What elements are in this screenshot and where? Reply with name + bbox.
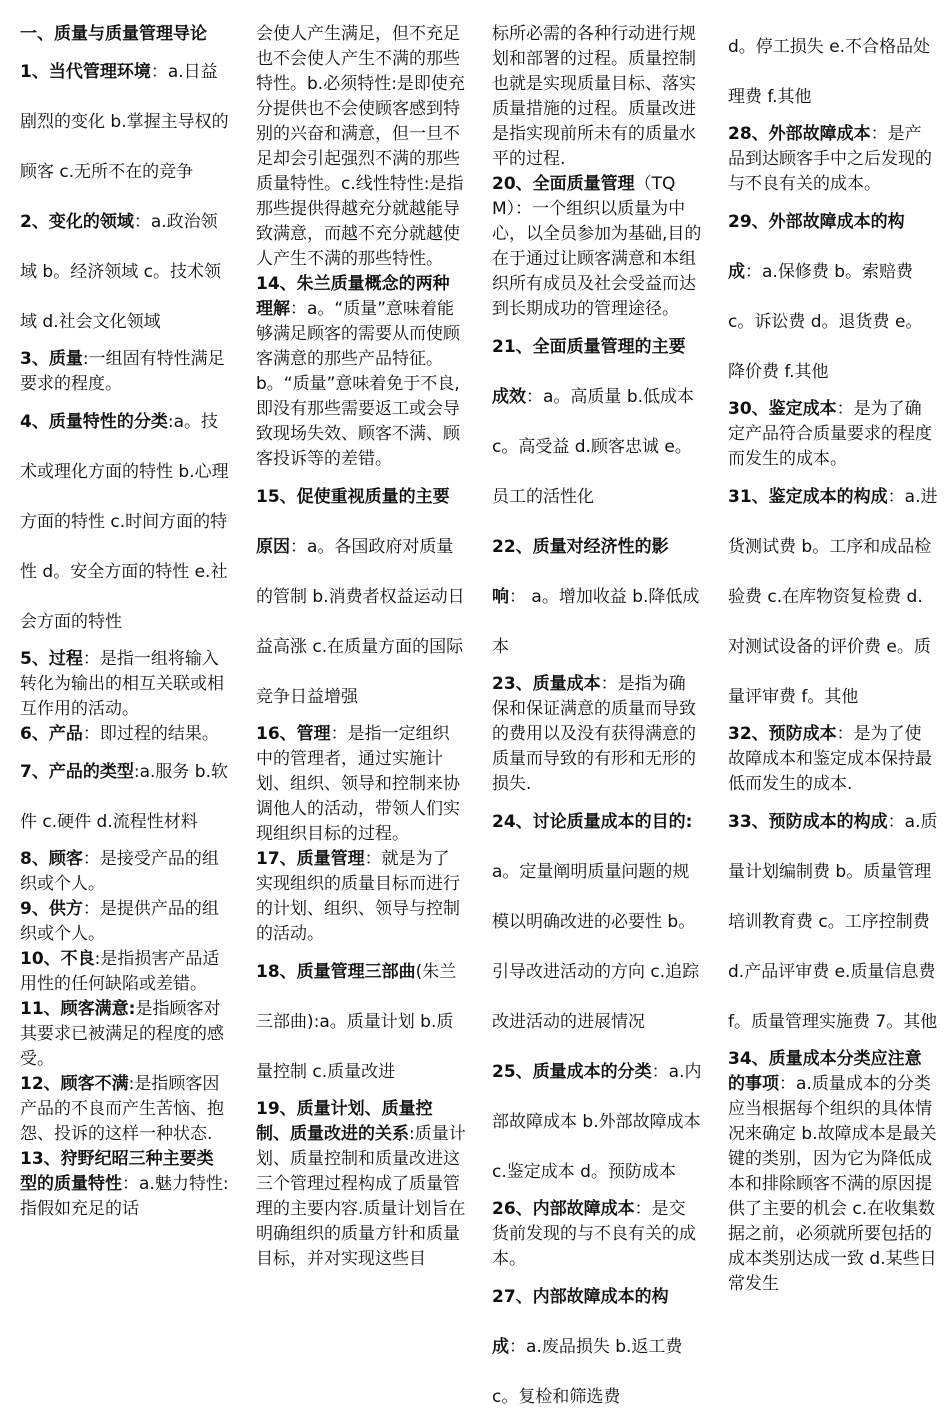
paragraph <box>728 397 938 472</box>
paragraph-body: 标所必需的各种行动进行规划和部署的过程。质量控制也就是实现质量目标、落实质量措施的过程。质量改进是指实现前所未有的质量水平的过程. <box>492 24 696 169</box>
paragraph <box>20 347 230 397</box>
paragraph-heading: 32、预防成本 <box>728 724 837 744</box>
paragraph <box>728 1047 938 1297</box>
paragraph <box>492 1197 702 1272</box>
paragraph <box>20 47 230 197</box>
paragraph-body: ：是为了使故障成本和鉴定成本保持最低而发生的成本. <box>728 724 932 794</box>
paragraph <box>492 522 702 672</box>
paragraph <box>20 747 230 847</box>
paragraph-heading: 14、朱兰质量概念的两种理解 <box>256 274 450 319</box>
paragraph-heading: 18、质量管理三部曲 <box>256 962 416 982</box>
text-column-4 <box>728 22 938 1297</box>
paragraph-heading: 34、质量成本分类应注意的事项 <box>728 1049 922 1094</box>
paragraph-heading: 8、顾客 <box>20 849 83 869</box>
paragraph-body: ：a.废品损失 b.返工费 c。复检和筛选费 <box>492 1337 683 1407</box>
paragraph-heading: 一、质量与质量管理导论 <box>20 24 207 44</box>
paragraph <box>20 397 230 647</box>
paragraph-heading: 19、质量计划、质量控制、质量改进的关系 <box>256 1099 433 1144</box>
text-column-2 <box>256 22 466 1272</box>
paragraph-body: (朱兰三部曲):a。质量计划 b.质量控制 c.质量改进 <box>256 962 457 1082</box>
paragraph-heading: 21、全面质量管理的主要成效 <box>492 337 686 407</box>
paragraph-heading: 7、产品的类型 <box>20 762 134 782</box>
paragraph-heading: 12、顾客不满 <box>20 1074 129 1094</box>
paragraph-body: ：a。高质量 b.低成本 c。高受益 d.顾客忠诚 e。员工的活性化 <box>492 387 695 507</box>
paragraph-heading: 5、过程 <box>20 649 83 669</box>
paragraph <box>20 897 230 947</box>
paragraph-body: ：a.内部故障成本 b.外部故障成本 c.鉴定成本 d。预防成本 <box>492 1062 702 1182</box>
paragraph <box>20 1147 230 1222</box>
paragraph <box>492 797 702 1047</box>
paragraph-body: :a。技术或理化方面的特性 b.心理方面的特性 c.时间方面的特性 d。安全方面的特性 e.社会方面的特性 <box>20 412 229 632</box>
paragraph-heading: 9、供方 <box>20 899 83 919</box>
paragraph-heading: 10、不良 <box>20 949 95 969</box>
paragraph-heading: 27、内部故障成本的构成 <box>492 1287 669 1357</box>
paragraph-body: ：a.质量成本的分类应当根据每个组织的具体情况来确定 b.故障成本是最关键的类别，因为它为降低成本和排除顾客不满的原因提供了主要的机会 c.在收集数据之前，必须就所要包括的成本类别达成一致 d.某些日常发生 <box>728 1074 937 1294</box>
paragraph <box>728 722 938 797</box>
paragraph-heading: 26、内部故障成本 <box>492 1199 635 1219</box>
paragraph-body: :是指损害产品适用性的任何缺陷或差错。 <box>20 949 220 994</box>
paragraph <box>256 722 466 847</box>
paragraph <box>20 997 230 1072</box>
paragraph <box>728 472 938 722</box>
paragraph <box>256 947 466 1097</box>
paragraph-heading: 24、讨论质量成本的目的: <box>492 812 693 832</box>
paragraph-body: d。停工损失 e.不合格品处理费 f.其他 <box>728 37 931 107</box>
paragraph-heading: 4、质量特性的分类 <box>20 412 168 432</box>
paragraph-body: ：a.魅力特性:指假如充足的话 <box>20 1174 229 1219</box>
paragraph-heading: 3、质量 <box>20 349 83 369</box>
paragraph-heading: 20、全面质量管理 <box>492 174 635 194</box>
paragraph <box>492 672 702 797</box>
paragraph <box>20 647 230 722</box>
paragraph-body: ：a.日益剧烈的变化 b.掌握主导权的顾客 c.无所不在的竞争 <box>20 62 229 182</box>
paragraph-body: :一组固有特性满足要求的程度。 <box>20 349 225 394</box>
paragraph <box>256 472 466 722</box>
paragraph-heading: 25、质量成本的分类 <box>492 1062 652 1082</box>
paragraph-heading: 16、管理 <box>256 724 331 744</box>
paragraph <box>492 1047 702 1197</box>
paragraph-body: ：a.进货测试费 b。工序和成品检验费 c.在库物资复检费 d.对测试设备的评价费 e。质量评审费 f。其他 <box>728 487 938 707</box>
paragraph-body: ：是为了确定产品符合质量要求的程度而发生的成本。 <box>728 399 932 469</box>
paragraph <box>20 1072 230 1147</box>
text-column-3 <box>492 22 702 1422</box>
paragraph-heading: 1、当代管理环境 <box>20 62 151 82</box>
paragraph-body: ：a。“质量”意味着能够满足顾客的需要从而使顾客满意的那些产品特征。b。“质量”意味着免于不良,即没有那些需要返工或会导致现场失效、顾客不满、顾客投诉等的差错。 <box>256 299 460 469</box>
paragraph <box>256 272 466 472</box>
paragraph-body: ：是指一定组织中的管理者，通过实施计划、组织、领导和控制来协调他人的活动，带领人们实现组织目标的过程。 <box>256 724 460 844</box>
paragraph-body: ： a。增加收益 b.降低成本 <box>492 587 700 657</box>
text-column-1 <box>20 22 230 1222</box>
paragraph-heading: 29、外部故障成本的构成 <box>728 212 905 282</box>
paragraph-heading: 13、狩野纪昭三种主要类型的质量特性 <box>20 1149 214 1194</box>
paragraph-body: 是指顾客对其要求已被满足的程度的感受。 <box>20 999 224 1069</box>
paragraph-heading: 22、质量对经济性的影响 <box>492 537 669 607</box>
paragraph <box>20 197 230 347</box>
paragraph <box>728 22 938 122</box>
paragraph <box>20 847 230 897</box>
paragraph-heading: 23、质量成本 <box>492 674 601 694</box>
paragraph-body: ：是提供产品的组织或个人。 <box>20 899 219 944</box>
paragraph <box>492 172 702 322</box>
paragraph <box>256 22 466 272</box>
paragraph-body: :是指顾客因产品的不良而产生苦恼、抱怨、投诉的这样一种状态. <box>20 1074 224 1144</box>
paragraph-body: ：是交货前发现的与不良有关的成本。 <box>492 1199 696 1269</box>
paragraph-body: （TQM）：一个组织以质量为中心，以全员参加为基础,目的在于通过让顾客满意和本组织所有成员及社会受益而达到长期成功的管理途径。 <box>492 174 702 319</box>
paragraph <box>256 1097 466 1272</box>
paragraph-body: ：是接受产品的组织或个人。 <box>20 849 219 894</box>
paragraph <box>728 122 938 197</box>
paragraph-body: :质量计划、质量控制和质量改进这三个管理过程构成了质量管理的主要内容.质量计划旨在明确组织的质量方针和质量目标，并对实现这些目 <box>256 1124 466 1269</box>
paragraph-heading: 28、外部故障成本 <box>728 124 871 144</box>
paragraph-body: ：a.质量计划编制费 b。质量管理培训教育费 c。工序控制费 d.产品评审费 e.质量信息费 f。质量管理实施费 7。其他 <box>728 812 938 1032</box>
paragraph-body: ：是指为确保和保证满意的质量而导致的费用以及没有获得满意的质量而导致的有形和无形的损失. <box>492 674 696 794</box>
paragraph <box>728 797 938 1047</box>
paragraph-heading: 11、顾客满意: <box>20 999 136 1019</box>
paragraph-heading: 2、变化的领域 <box>20 212 134 232</box>
paragraph-body: ：即过程的结果。 <box>82 724 219 744</box>
paragraph-body: :a.服务 b.软件 c.硬件 d.流程性材料 <box>20 762 228 832</box>
paragraph <box>492 322 702 522</box>
paragraph-heading: 30、鉴定成本 <box>728 399 837 419</box>
paragraph <box>20 947 230 997</box>
paragraph-body: 会使人产生满足，但不充足也不会使人产生不满的那些特性。b.必须特性:是即使充分提供也不会使顾客感到特别的兴奋和满意，但一旦不足却会引起强烈不满的那些质量特性。c.线性特性:是指那些提供得越充分就越能导致满意，而越不充分就越使人产生不满的那些特性。 <box>256 24 465 269</box>
paragraph-body: ：是指一组将输入转化为输出的相互关联或相互作用的活动。 <box>20 649 224 719</box>
paragraph <box>492 22 702 172</box>
paragraph-body: ：a。各国政府对质量的管制 b.消费者权益运动日益高涨 c.在质量方面的国际竞争日益增强 <box>256 537 465 707</box>
paragraph-heading: 31、鉴定成本的构成 <box>728 487 888 507</box>
paragraph-heading: 15、促使重视质量的主要原因 <box>256 487 450 557</box>
paragraph-heading: 17、质量管理 <box>256 849 365 869</box>
paragraph <box>728 197 938 397</box>
paragraph-heading: 6、产品 <box>20 724 83 744</box>
paragraph-body: ：a.保修费 b。索赔费 c。诉讼费 d。退货费 e。降价费 f.其他 <box>728 262 923 382</box>
paragraph-body: a。定量阐明质量问题的规模以明确改进的必要性 b。引导改进活动的方向 c.追踪改进活动的进展情况 <box>492 862 700 1032</box>
paragraph <box>256 847 466 947</box>
paragraph <box>20 22 230 47</box>
paragraph <box>20 722 230 747</box>
paragraph-body: ：是产品到达顾客手中之后发现的与不良有关的成本。 <box>728 124 932 194</box>
paragraph-body: ：a.政治领域 b。经济领域 c。技术领域 d.社会文化领域 <box>20 212 221 332</box>
paragraph-body: ：就是为了实现组织的质量目标而进行的计划、组织、领导与控制的活动。 <box>256 849 460 944</box>
paragraph-heading: 33、预防成本的构成 <box>728 812 888 832</box>
paragraph <box>492 1272 702 1422</box>
